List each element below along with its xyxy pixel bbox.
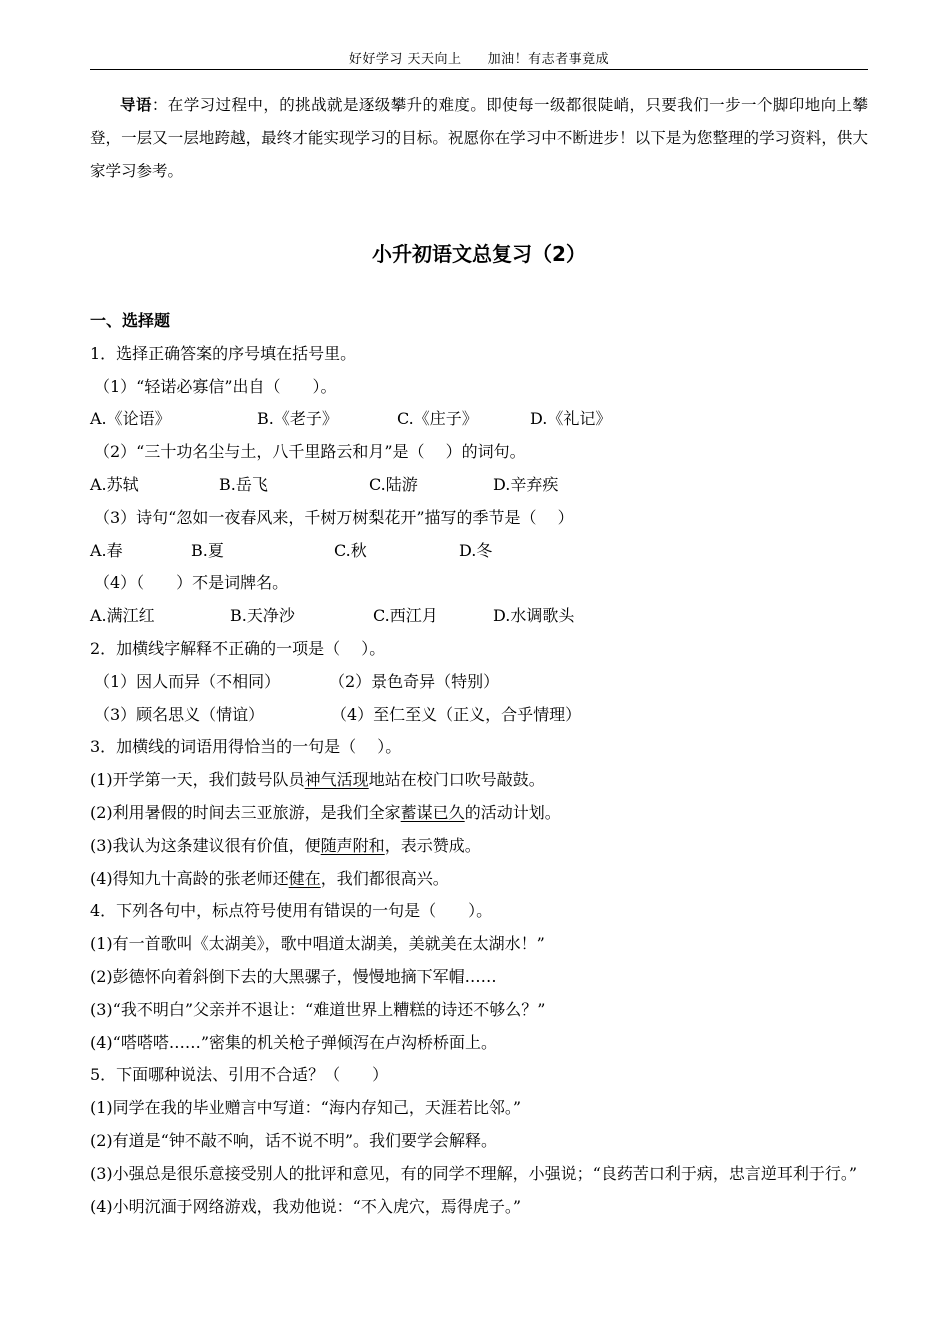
sentence-text: 的活动计划。	[464, 802, 561, 822]
sentence-text: ，我们都很高兴。	[320, 868, 449, 888]
option: C.陆游	[369, 474, 418, 494]
q4-sentence: (1)有一首歌叫《太湖美》，歌中唱道太湖美，美就美在太湖水！”	[90, 934, 545, 954]
q4-sentence: (4)“嗒嗒嗒……”密集的机关枪子弹倾泻在卢沟桥桥面上。	[90, 1032, 498, 1052]
q1-sub2: （2）“三十功名尘与土，八千里路云和月”是（ ）的词句。	[94, 442, 526, 462]
q4-sentence: (3)“我不明白”父亲并不退让：“难道世界上糟糕的诗还不够么？”	[90, 999, 546, 1019]
q1-sub1: （1）“轻诺必寡信”出自（ ）。	[94, 376, 337, 396]
q3-sentence	[90, 797, 868, 830]
option: C.西江月	[373, 606, 438, 626]
sentence-text: (3)我认为这条建议很有价值，便	[90, 835, 321, 855]
q3-stem: 3．加横线的词语用得恰当的一句是（ ）。	[90, 737, 402, 757]
q3-sentence	[90, 764, 868, 797]
option: B.夏	[191, 540, 224, 560]
q1-sub3: （3）诗句“忽如一夜春风来，千树万树梨花开”描写的季节是（ ）	[94, 507, 574, 527]
page-title: 小升初语文总复习（2）	[372, 242, 586, 266]
sentence-text: (1)开学第一天，我们鼓号队员	[90, 770, 305, 790]
q2-item: （2）景色奇异（特别）	[329, 671, 500, 691]
option: C.秋	[334, 540, 367, 560]
q2-row2	[90, 699, 868, 732]
header-motto-left: 好好学习 天天向上	[348, 52, 462, 67]
q2-item: （1）因人而异（不相同）	[94, 671, 281, 691]
q3-sentence	[90, 863, 868, 896]
q5-sentence: (2)有道是“钟不敲不响，话不说不明”。我们要学会解释。	[90, 1130, 498, 1150]
option: B.《老子》	[257, 409, 338, 429]
q2-item: （4）至仁至义（正义，合乎情理）	[331, 704, 582, 724]
underlined-phrase: 随声附和	[320, 835, 385, 855]
q1-sub3-options	[90, 535, 868, 568]
intro-lead: 导语	[120, 95, 152, 114]
sentence-text: (4)得知九十高龄的张老师还	[90, 868, 289, 888]
option: B.天净沙	[230, 606, 295, 626]
option: C.《庄子》	[397, 409, 478, 429]
q5-sentence: (4)小明沉湎于网络游戏，我劝他说：“不入虎穴，焉得虎子。”	[90, 1196, 522, 1216]
option: D.辛弃疾	[493, 474, 559, 494]
q3-sentence	[90, 830, 868, 863]
sentence-text: (2)利用暑假的时间去三亚旅游，是我们全家	[90, 802, 401, 822]
option: A.《论语》	[90, 409, 171, 429]
section-heading: 一、选择题	[90, 311, 171, 330]
page-header	[90, 48, 868, 70]
exam-content	[90, 305, 868, 1223]
q5-stem: 5．下面哪种说法、引用不合适？（ ）	[90, 1065, 389, 1085]
q1-sub4: （4）（ ）不是词牌名。	[94, 573, 289, 593]
option: B.岳飞	[219, 474, 268, 494]
option: A.春	[90, 540, 123, 560]
q4-sentence: (2)彭德怀向着斜倒下去的大黑骡子，慢慢地摘下军帽……	[90, 966, 497, 986]
q1-sub2-options	[90, 469, 868, 502]
option: A.苏轼	[90, 474, 139, 494]
intro-text: ：在学习过程中，的挑战就是逐级攀升的难度。即使每一级都很陡峭，只要我们一步一个脚印地向上攀登，一层又一层地跨越，最终才能实现学习的目标。祝愿你在学习中不断进步！以下是为您整理的学习资料，供大家学习参考。	[90, 96, 868, 180]
q1-sub4-options	[90, 600, 868, 633]
option: D.《礼记》	[530, 409, 612, 429]
sentence-text: 地站在校门口吹号敲鼓。	[368, 770, 545, 790]
header-motto-right: 加油！有志者事竟成	[487, 52, 610, 67]
option: D.水调歌头	[493, 606, 575, 626]
q4-stem: 4．下列各句中，标点符号使用有错误的一句是（ ）。	[90, 901, 493, 921]
underlined-phrase: 健在	[288, 868, 321, 888]
q1-stem: 1．选择正确答案的序号填在括号里。	[90, 343, 357, 363]
q5-sentence: (3)小强总是很乐意接受别人的批评和意见，有的同学不理解，小强说；“良药苦口利于病，忠言逆耳利于行。”	[90, 1163, 858, 1183]
q2-stem: 2．加横线字解释不正确的一项是（ ）。	[90, 638, 386, 658]
intro-paragraph	[90, 88, 868, 188]
q5-sentence: (1)同学在我的毕业赠言中写道：“海内存知己，天涯若比邻。”	[90, 1098, 522, 1118]
option: D.冬	[459, 540, 493, 560]
q1-sub1-options	[90, 403, 868, 436]
q2-row1	[90, 666, 868, 699]
sentence-text: ，表示赞成。	[384, 835, 481, 855]
option: A.满江红	[90, 606, 155, 626]
underlined-phrase: 神气活现	[304, 770, 369, 790]
underlined-phrase: 蓄谋已久	[400, 802, 465, 822]
q2-item: （3）顾名思义（情谊）	[94, 704, 265, 724]
